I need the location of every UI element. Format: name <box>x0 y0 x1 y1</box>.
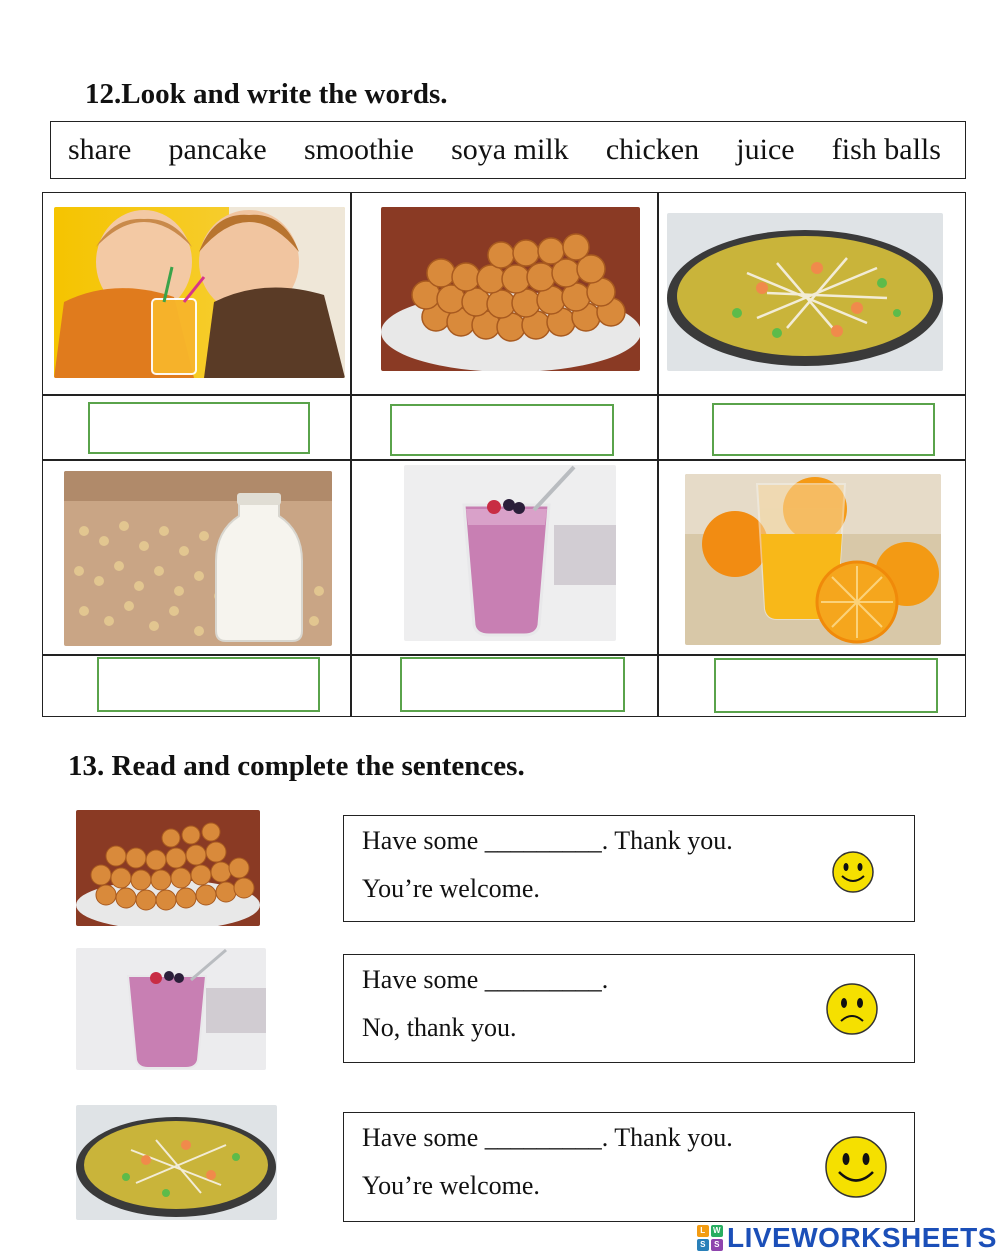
answer-box-5[interactable] <box>400 657 625 712</box>
answer-box-6[interactable] <box>714 658 938 713</box>
word-bank-item: soya milk <box>451 133 569 166</box>
logo-letter: S <box>711 1239 723 1251</box>
logo-mark-icon <box>697 1225 723 1251</box>
smoothie-thumbnail <box>76 948 266 1070</box>
sentence-box-2 <box>343 954 915 1063</box>
fish-balls-thumbnail <box>76 810 260 926</box>
logo-letter: S <box>697 1239 709 1251</box>
word-bank-item: smoothie <box>303 133 414 166</box>
smiley-happy-icon <box>824 1135 888 1199</box>
sentence-line: Have some _________. <box>362 965 609 994</box>
exercise-12-heading: 12.Look and write the words. <box>85 78 448 110</box>
word-bank-item: fish balls <box>831 133 941 166</box>
smiley-happy-icon <box>831 850 875 894</box>
sentence-line: Have some _________. Thank you. <box>362 826 733 855</box>
logo-letter: W <box>712 1226 722 1235</box>
liveworksheets-logo <box>697 1222 997 1254</box>
smiley-sad-icon <box>825 982 879 1036</box>
word-bank-item: pancake <box>168 133 267 166</box>
orange-juice-image <box>685 474 941 645</box>
word-bank-item: share <box>68 133 132 166</box>
pancake-image <box>667 213 943 371</box>
word-bank-item: chicken <box>605 133 700 166</box>
brand-name: LIVEWORKSHEETS <box>727 1222 997 1253</box>
word-bank-item: juice <box>736 133 795 166</box>
sentence-box-1 <box>343 815 915 922</box>
sentence-line: You’re welcome. <box>362 1171 540 1200</box>
children-sharing-juice-image <box>54 207 345 378</box>
logo-letter: L <box>697 1225 709 1237</box>
sentence-line: You’re welcome. <box>362 874 540 903</box>
exercise-13-heading: 13. Read and complete the sentences. <box>68 750 525 782</box>
fish-balls-image <box>381 207 640 371</box>
soya-milk-image <box>64 471 332 646</box>
sentence-box-3 <box>343 1112 915 1222</box>
smoothie-image <box>404 465 616 641</box>
sentence-line: No, thank you. <box>362 1013 517 1042</box>
sentence-line: Have some _________. Thank you. <box>362 1123 733 1152</box>
pancake-thumbnail <box>76 1105 277 1220</box>
answer-box-3[interactable] <box>712 403 935 456</box>
picture-grid <box>42 192 966 717</box>
answer-box-2[interactable] <box>390 404 614 456</box>
answer-box-1[interactable] <box>88 402 310 454</box>
word-bank <box>50 121 966 179</box>
answer-box-4[interactable] <box>97 657 320 712</box>
